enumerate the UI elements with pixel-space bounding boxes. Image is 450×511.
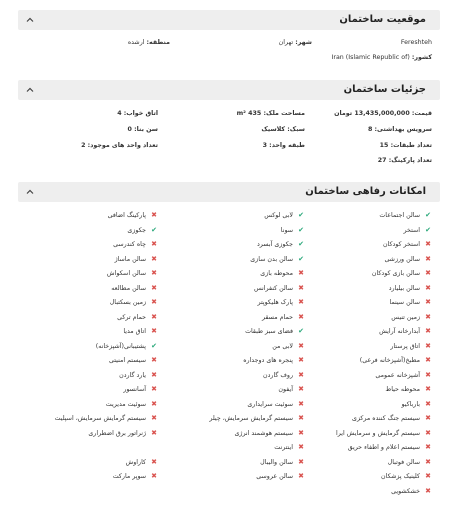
chevron-up-icon[interactable] — [26, 188, 34, 196]
amenity-item — [119, 371, 158, 380]
amenity-item — [391, 313, 432, 322]
cross-icon: ✖ — [151, 327, 157, 335]
cross-icon: ✖ — [298, 472, 304, 480]
amenity-label: سیستم گرمایش و سرمایش ایرا — [335, 429, 420, 437]
amenity-item — [234, 429, 305, 438]
amenity-label: سالن اجتماعات — [379, 212, 420, 219]
amenity-label: سوئیت سرایداری — [247, 400, 293, 408]
amenity-item — [254, 284, 305, 293]
cross-icon: ✖ — [425, 399, 431, 408]
amenity-item — [115, 255, 158, 264]
cross-icon: ✖ — [298, 370, 304, 379]
cross-icon: ✖ — [298, 399, 304, 408]
cross-icon: ✖ — [298, 443, 304, 451]
amenity-item — [391, 487, 432, 496]
amenity-item — [336, 429, 432, 438]
amenity-item — [257, 298, 305, 307]
check-icon: ✔ — [425, 211, 431, 219]
amenity-item — [389, 298, 432, 307]
units-available-field: تعداد واحد های موجود: 2 — [81, 142, 158, 149]
cross-icon: ✖ — [425, 385, 431, 393]
cross-icon: ✖ — [298, 283, 304, 292]
check-icon: ✔ — [151, 341, 157, 350]
bathrooms-field: سرویس بهداشتی: 8 — [367, 126, 432, 133]
details-section-title: جزئیات ساختمان — [343, 84, 426, 95]
amenity-item — [381, 472, 432, 481]
amenity-label: سالن مطالعه — [111, 284, 146, 292]
cross-icon: ✖ — [425, 486, 431, 495]
amenity-item — [126, 458, 158, 467]
amenity-item — [96, 342, 158, 351]
amenity-label: آشپزخانه عمومی — [375, 371, 420, 379]
amenity-item — [260, 458, 305, 467]
amenity-item — [375, 371, 432, 380]
amenity-label: سالن فوتبال — [387, 458, 420, 466]
year-field: سن بنا: 0 — [127, 126, 158, 133]
amenity-item — [260, 269, 305, 278]
amenity-label: بارباکیو — [401, 400, 420, 408]
amenity-label: جکوزی آبسرد — [257, 241, 293, 248]
cross-icon: ✖ — [425, 312, 431, 321]
amenity-label: سیستم هوشمند انرژی — [234, 429, 293, 437]
cross-icon: ✖ — [298, 428, 304, 437]
price-field: قیمت: 13,435,000,000 تومان — [334, 110, 432, 117]
amenity-item — [106, 400, 158, 409]
amenity-label: کلینیک پزشکان — [381, 473, 420, 480]
check-icon: ✔ — [298, 254, 304, 263]
amenity-item — [113, 240, 158, 249]
amenity-item — [113, 472, 158, 481]
cross-icon: ✖ — [151, 472, 157, 480]
cross-icon: ✖ — [425, 428, 431, 437]
amenity-label: آبدارخانه آرایش — [379, 328, 420, 335]
amenity-item — [385, 385, 432, 394]
amenity-label: سیستم جنگ کننده مرکزی — [352, 415, 420, 422]
amenity-label: آسانسور — [123, 386, 146, 393]
cross-icon: ✖ — [151, 240, 157, 248]
amenity-item — [250, 255, 305, 264]
cross-icon: ✖ — [298, 385, 304, 393]
cross-icon: ✖ — [425, 327, 431, 335]
country-field — [332, 54, 433, 61]
city-label: شهر: — [295, 39, 312, 46]
amenity-item — [404, 226, 432, 235]
cross-icon: ✖ — [425, 443, 431, 451]
amenity-label: ژنراتور برق اضطراری — [88, 429, 146, 437]
amenity-item — [274, 443, 305, 452]
area-field — [128, 39, 170, 46]
amenity-item — [379, 211, 432, 220]
amenity-item — [209, 414, 305, 423]
amenity-label: سالن بیلیارد — [388, 284, 420, 292]
area-value: ارشده — [127, 39, 145, 46]
amenity-item — [55, 414, 158, 423]
cross-icon: ✖ — [298, 269, 304, 277]
check-icon: ✔ — [151, 225, 157, 234]
location-section-header[interactable] — [18, 10, 440, 30]
cross-icon: ✖ — [151, 254, 157, 263]
cross-icon: ✖ — [425, 269, 431, 277]
cross-icon: ✖ — [151, 269, 157, 277]
amenity-item — [389, 284, 432, 293]
amenity-label: سوپر مارکت — [112, 473, 146, 480]
amenity-item — [109, 356, 158, 365]
amenity-label: سیستم گرمایش سرمایش، اسپلیت — [54, 415, 146, 422]
amenity-label: سونا — [280, 226, 293, 234]
amenity-label: سالن ورزشی — [384, 255, 420, 263]
amenity-item — [108, 211, 158, 220]
cross-icon: ✖ — [298, 341, 304, 350]
cross-icon: ✖ — [425, 240, 431, 248]
amenity-item — [348, 443, 432, 452]
amenity-item — [247, 400, 305, 409]
area-size-field: مساحت ملک: 435 m² — [236, 110, 305, 117]
cross-icon: ✖ — [151, 312, 157, 321]
amenity-item — [123, 327, 158, 336]
amenity-label: پارک هلیکوپتر — [257, 299, 293, 306]
check-icon: ✔ — [425, 225, 431, 234]
cross-icon: ✖ — [425, 457, 431, 466]
cross-icon: ✖ — [298, 414, 304, 422]
cross-icon: ✖ — [151, 356, 157, 364]
property-name-value: Fereshteh — [400, 39, 432, 46]
amenity-item — [379, 327, 432, 336]
amenity-label: سوئیت مدیریت — [105, 400, 146, 408]
amenity-label: یارد گاردن — [119, 371, 146, 379]
amenity-label: جکوزی — [127, 226, 146, 234]
amenity-label: زمین تنیس — [391, 313, 420, 321]
amenity-label: پارکینگ اضافی — [107, 212, 146, 219]
city-field — [279, 39, 312, 46]
units-per-floor-field: طبقه واحد: 3 — [262, 142, 305, 149]
amenity-label: سیستم گرمایش سرمایش، چیلر — [209, 415, 293, 422]
details-section-header[interactable] — [18, 80, 440, 100]
amenity-item — [110, 298, 158, 307]
amenity-item — [264, 211, 305, 220]
parking-field: تعداد پارکینگ: 27 — [377, 157, 432, 164]
cross-icon: ✖ — [151, 370, 157, 379]
amenity-label: محوطه بازی — [260, 270, 293, 277]
amenity-item — [272, 342, 305, 351]
cross-icon: ✖ — [151, 298, 157, 306]
cross-icon: ✖ — [151, 283, 157, 292]
amenity-label: سالن بدن سازی — [250, 255, 293, 263]
amenity-item — [401, 400, 432, 409]
cross-icon: ✖ — [151, 414, 157, 422]
amenity-label: سالن کنفرانس — [254, 284, 293, 292]
check-icon: ✔ — [298, 327, 304, 335]
amenity-item — [352, 414, 432, 423]
amenity-label: استخر — [403, 226, 420, 234]
amenity-item — [243, 356, 305, 365]
amenity-item — [262, 313, 305, 322]
amenity-item — [127, 226, 158, 235]
floors-field: تعداد طبقات: 15 — [379, 142, 432, 149]
cross-icon: ✖ — [425, 283, 431, 292]
property-name — [401, 39, 432, 46]
amenity-label: حمام ترکی — [117, 313, 146, 321]
amenity-item — [372, 269, 432, 278]
check-icon: ✔ — [298, 240, 304, 248]
city-value: تهران — [278, 39, 294, 46]
cross-icon: ✖ — [425, 298, 431, 306]
amenity-label: اتاق مدیا — [123, 328, 146, 335]
cross-icon: ✖ — [425, 472, 431, 480]
amenity-item — [278, 385, 305, 394]
amenity-item — [123, 385, 158, 394]
amenity-label: اتاق پرستار — [390, 342, 420, 350]
amenity-label: سالن اسکواش — [106, 270, 146, 277]
amenity-label: سیستم اعلام و اطفاء حریق — [347, 444, 420, 451]
chevron-up-icon[interactable] — [26, 86, 34, 94]
amenity-item — [263, 371, 305, 380]
area-label: منطقه: — [146, 39, 170, 46]
amenity-item — [111, 284, 158, 293]
check-icon: ✔ — [298, 211, 304, 219]
amenity-label: استخر کودکان — [382, 241, 420, 248]
amenity-label: مطبخ(آشپزخانه فرعی) — [359, 357, 420, 364]
cross-icon: ✖ — [298, 457, 304, 466]
amenity-label: زمین بسکتبال — [109, 299, 146, 306]
amenities-section-title: امکانات رفاهی ساختمان — [305, 186, 426, 197]
amenity-label: چاه کندرسی — [113, 241, 146, 248]
amenity-label: سالن عروسی — [256, 473, 293, 480]
amenity-label: لابی لوکس — [264, 212, 293, 219]
amenities-section-header[interactable] — [18, 182, 440, 202]
cross-icon: ✖ — [151, 385, 157, 393]
cross-icon: ✖ — [151, 211, 157, 219]
amenity-item — [107, 269, 158, 278]
amenity-item — [388, 458, 432, 467]
style-field: سبک: کلاسیک — [261, 126, 305, 133]
country-label: کشور: — [411, 54, 432, 61]
amenity-item — [360, 356, 432, 365]
amenity-label: سیستم امنیتی — [109, 357, 146, 364]
check-icon: ✔ — [298, 225, 304, 234]
amenity-label: حمام مسقر — [261, 313, 293, 321]
amenity-item — [245, 327, 305, 336]
cross-icon: ✖ — [425, 356, 431, 364]
cross-icon: ✖ — [151, 457, 157, 466]
amenity-item — [117, 313, 158, 322]
amenity-label: خشکشویی — [391, 487, 420, 495]
amenity-label: روف گاردن — [263, 371, 293, 379]
amenity-label: اینترنت — [274, 444, 293, 451]
country-value: (Iran (Islamic Republic of — [331, 54, 410, 61]
cross-icon: ✖ — [298, 312, 304, 321]
cross-icon: ✖ — [298, 298, 304, 306]
cross-icon: ✖ — [151, 399, 157, 408]
amenity-label: کاراوش — [125, 458, 146, 466]
bedrooms-field: اتاق خواب: 4 — [117, 110, 158, 117]
amenity-label: سالن سینما — [389, 299, 420, 306]
amenity-label: پنجره های دوجداره — [243, 357, 293, 364]
amenity-label: فضای سبز طبقات — [245, 328, 293, 335]
amenity-item — [384, 255, 432, 264]
cross-icon: ✖ — [151, 428, 157, 437]
cross-icon: ✖ — [425, 254, 431, 263]
amenity-label: آیفون — [278, 386, 293, 393]
amenity-label: محوطه حیاط — [385, 386, 420, 393]
amenity-item — [390, 342, 432, 351]
cross-icon: ✖ — [298, 356, 304, 364]
cross-icon: ✖ — [425, 414, 431, 422]
amenity-item — [281, 226, 305, 235]
amenity-item — [256, 472, 305, 481]
amenity-label: سالن ماساژ — [114, 255, 146, 263]
amenity-label: پشتیبانی(آشپزخانه) — [95, 342, 146, 350]
location-section-title: موقعیت ساختمان — [339, 14, 426, 25]
amenity-item — [257, 240, 305, 249]
amenity-item — [88, 429, 158, 438]
amenity-item — [383, 240, 432, 249]
chevron-up-icon[interactable] — [26, 16, 34, 24]
cross-icon: ✖ — [425, 370, 431, 379]
amenity-label: سالن والیبال — [260, 458, 293, 466]
amenity-label: لابی من — [272, 342, 293, 350]
amenity-label: سالن بازی کودکان — [371, 270, 420, 277]
cross-icon: ✖ — [425, 341, 431, 350]
